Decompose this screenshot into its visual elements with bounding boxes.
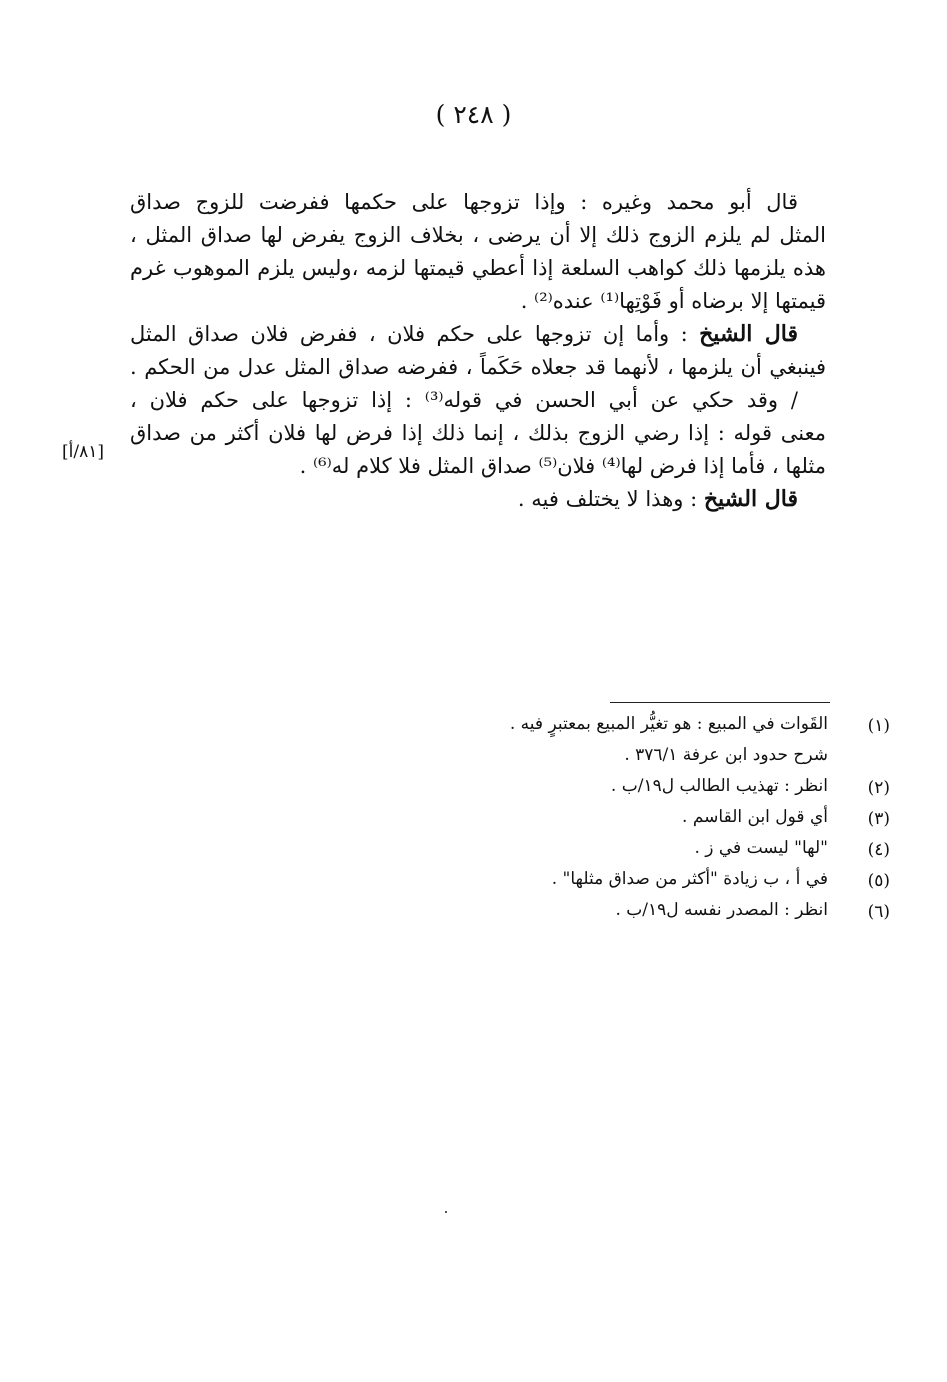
line-prefix: / bbox=[778, 388, 798, 412]
speaker-label: قال الشيخ bbox=[703, 486, 798, 512]
footnotes bbox=[300, 716, 890, 933]
speaker-label: قال الشيخ bbox=[699, 321, 798, 347]
scan-dot bbox=[445, 1211, 447, 1213]
footnote-line: أي قول ابن القاسم . bbox=[682, 807, 828, 827]
footnote-number: (٢) bbox=[867, 778, 890, 798]
footnote-line: انظر : المصدر نفسه ل١٩/ب . bbox=[615, 900, 828, 920]
body-line bbox=[130, 186, 826, 219]
body-line bbox=[130, 252, 826, 285]
footnote-line: في أ ، ب زيادة "أكثر من صداق مثلها" . bbox=[551, 869, 828, 889]
body-text bbox=[130, 186, 826, 516]
line-text: هذه يلزمها ذلك كواهب السلعة إذا أعطي قيمتها لزمه ،وليس يلزم الموهوب غرم bbox=[130, 256, 826, 280]
body-line bbox=[130, 351, 826, 384]
footnote-number: (٤) bbox=[867, 840, 890, 860]
body-line bbox=[130, 384, 826, 417]
footnote-text bbox=[682, 802, 828, 833]
body-line bbox=[130, 417, 826, 450]
footnote-text bbox=[552, 864, 828, 895]
footnote-number: (٥) bbox=[867, 871, 890, 891]
line-text: مثلها ، فأما إذا فرض لها⁽⁴⁾ فلان⁽⁵⁾ صداق المثل فلا كلام له⁽⁶⁾ . bbox=[299, 454, 826, 478]
line-text: وقد حكي عن أبي الحسن في قوله⁽³⁾ : إذا تزوجها على حكم فلان ، bbox=[130, 388, 779, 412]
footnote-divider bbox=[610, 702, 830, 703]
margin-folio-note: [٨١/أ] bbox=[62, 442, 104, 462]
line-text: : وهذا لا يختلف فيه . bbox=[517, 487, 704, 511]
footnote-number: (٣) bbox=[867, 809, 890, 829]
footnote-item bbox=[300, 716, 890, 778]
footnote-number: (١) bbox=[867, 716, 890, 736]
footnote-item bbox=[300, 902, 890, 933]
footnote-text bbox=[615, 895, 828, 926]
footnote-line: القَوات في المبيع : هو تغيُّر المبيع بمعتبرٍ فيه . bbox=[509, 714, 828, 734]
body-line bbox=[130, 318, 826, 351]
line-text: : وأما إن تزوجها على حكم فلان ، ففرض فلان صداق المثل bbox=[130, 322, 700, 346]
footnote-text bbox=[510, 709, 828, 771]
footnote-line: شرح حدود ابن عرفة ٣٧٦/١ . bbox=[624, 745, 828, 765]
body-line bbox=[130, 450, 826, 483]
body-line bbox=[130, 219, 826, 252]
page-number: ( ٢٤٨ ) bbox=[435, 100, 512, 129]
line-text: معنى قوله : إذا رضي الزوج بذلك ، إنما ذلك إذا فرض لها فلان أكثر من صداق bbox=[130, 421, 826, 445]
body-line bbox=[130, 285, 826, 318]
footnote-number: (٦) bbox=[867, 902, 890, 922]
footnote-line: انظر : تهذيب الطالب ل١٩/ب . bbox=[610, 776, 828, 796]
line-text: قيمتها إلا برضاه أو فَوْتِها⁽¹⁾ عنده⁽²⁾ . bbox=[520, 289, 826, 313]
line-text: المثل لم يلزم الزوج ذلك إلا أن يرضى ، بخلاف الزوج يفرض لها صداق المثل ، bbox=[130, 223, 826, 247]
footnote-line: "لها" ليست في ز . bbox=[694, 838, 828, 858]
line-text: قال أبو محمد وغيره : وإذا تزوجها على حكمها ففرضت للزوج صداق bbox=[130, 190, 798, 214]
footnote-text bbox=[694, 833, 828, 864]
footnote-text bbox=[611, 771, 828, 802]
line-text: فينبغي أن يلزمها ، لأنهما قد جعلاه حَكَماً ، ففرضه صداق المثل عدل من الحكم . bbox=[130, 355, 826, 379]
body-line bbox=[130, 483, 826, 516]
